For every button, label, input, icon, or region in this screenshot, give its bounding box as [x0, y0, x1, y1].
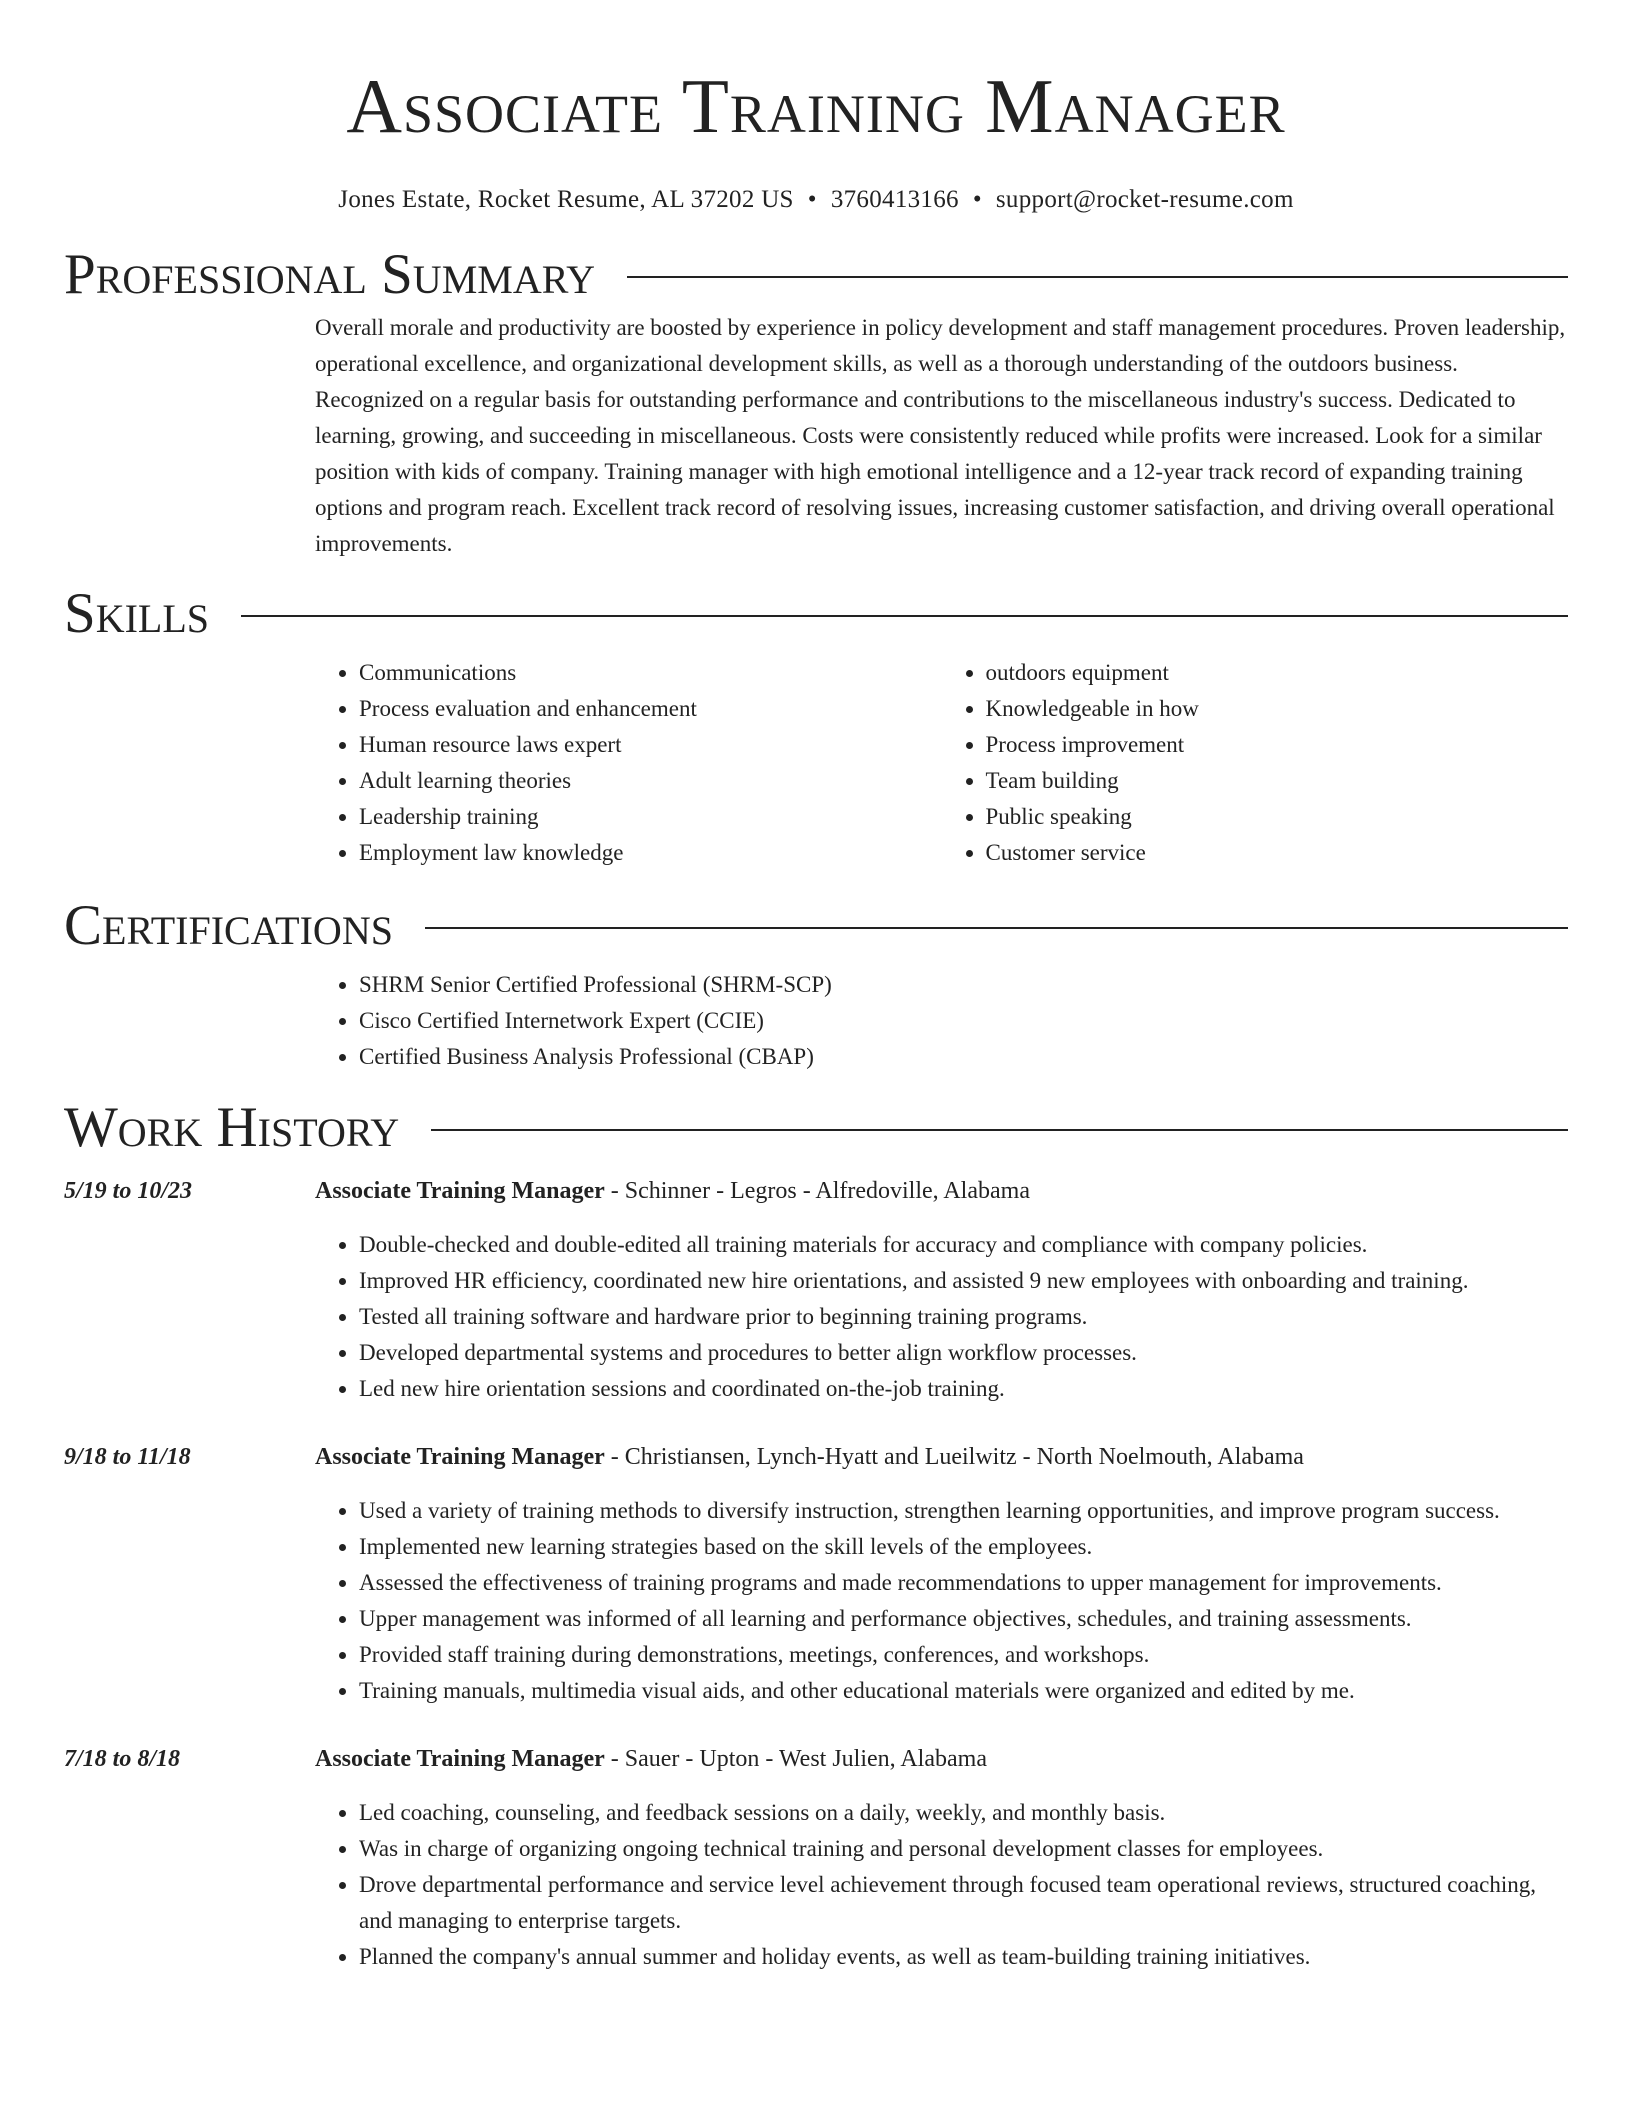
- job-bullets: [315, 1493, 1568, 1709]
- job-title-line: [315, 1439, 1304, 1475]
- summary-text: Overall morale and productivity are boosted by experience in policy development and staff management procedures. Proven leadership, operational excellence, and organizational development skills, as well as a thorough understanding of the outdoors business. Recognized on a regular basis for outstanding performance and contributions to the miscellaneous industry's success. Dedicated to learning, growing, and succeeding in miscellaneous. Costs were consistently reduced while profits were increased. Look for a similar position with kids of company. Training manager with high emotional intelligence and a 12-year track record of expanding training options and program reach. Excellent track record of resolving issues, increasing customer satisfaction, and driving overall operational improvements.: [315, 315, 1566, 556]
- contact-separator: •: [972, 186, 982, 213]
- contact-address: Jones Estate, Rocket Resume, AL 37202 US: [338, 186, 794, 213]
- job-bullet: • Improved HR efficiency, coordinated new hire orientations, and assisted 9 new employees with onboarding and training.: [359, 1263, 1568, 1299]
- job-bullet: • Double-checked and double-edited all training materials for accuracy and compliance with company policies.: [359, 1227, 1568, 1263]
- job-bullet: • Upper management was informed of all learning and performance objectives, schedules, and training assessments.: [359, 1601, 1568, 1637]
- job-title: Associate Training Manager: [315, 1444, 605, 1470]
- summary-heading: Professional Summary: [64, 243, 596, 306]
- skill-item: • Process evaluation and enhancement: [359, 691, 942, 727]
- job-bullet: • Used a variety of training methods to diversify instruction, strengthen learning opportunities, and improve program success.: [359, 1493, 1568, 1529]
- job-employer: - Schinner - Legros - Alfredoville, Alabama: [604, 1178, 1030, 1204]
- job-bullet: • Assessed the effectiveness of training programs and made recommendations to upper management for improvements.: [359, 1565, 1568, 1601]
- job-bullet: • Was in charge of organizing ongoing technical training and personal development classes for employees.: [359, 1831, 1568, 1867]
- skill-item: • Public speaking: [986, 799, 1569, 835]
- skills-section-header: [64, 581, 1568, 647]
- certifications-list: [315, 967, 1568, 1075]
- skills-list: [315, 655, 1568, 871]
- skill-item: • Process improvement: [986, 727, 1569, 763]
- job-bullets: [315, 1795, 1568, 1975]
- job-bullet: • Planned the company's annual summer and holiday events, as well as team-building training initiatives.: [359, 1939, 1568, 1975]
- job-entry: [64, 1741, 1568, 1777]
- section-divider: [431, 1129, 1568, 1131]
- job-bullet: • Tested all training software and hardware prior to beginning training programs.: [359, 1299, 1568, 1335]
- skills-column-left: [315, 655, 942, 871]
- job-entry: [64, 1173, 1568, 1209]
- job-title: Associate Training Manager: [315, 1178, 605, 1204]
- skill-item: • Customer service: [986, 835, 1569, 871]
- resume-page: [64, 0, 1568, 1975]
- job-bullet: • Led new hire orientation sessions and coordinated on-the-job training.: [359, 1371, 1568, 1407]
- job-entry: [64, 1439, 1568, 1475]
- job-bullet: • Provided staff training during demonstrations, meetings, conferences, and workshops.: [359, 1637, 1568, 1673]
- job-bullet: • Implemented new learning strategies based on the skill levels of the employees.: [359, 1529, 1568, 1565]
- certification-item: • Cisco Certified Internetwork Expert (CCIE): [359, 1003, 1568, 1039]
- contact-phone: 3760413166: [830, 186, 959, 213]
- skill-item: • Knowledgeable in how: [986, 691, 1569, 727]
- summary-body: [315, 310, 1568, 562]
- section-divider: [241, 615, 1568, 617]
- section-divider: [627, 276, 1568, 278]
- section-divider: [425, 927, 1568, 929]
- job-employer: - Christiansen, Lynch-Hyatt and Lueilwitz - North Noelmouth, Alabama: [604, 1444, 1304, 1470]
- job-dates: 7/18 to 8/18: [64, 1746, 181, 1772]
- contact-email: support@rocket-resume.com: [995, 186, 1294, 213]
- job-bullet: • Developed departmental systems and procedures to better align workflow processes.: [359, 1335, 1568, 1371]
- certification-item: • Certified Business Analysis Professional (CBAP): [359, 1039, 1568, 1075]
- certification-item: • SHRM Senior Certified Professional (SHRM-SCP): [359, 967, 1568, 1003]
- certifications-heading: Certifications: [64, 894, 393, 957]
- skill-item: • Human resource laws expert: [359, 727, 942, 763]
- summary-section-header: [64, 242, 1568, 308]
- skill-item: • Team building: [986, 763, 1569, 799]
- candidate-name: Associate Training Manager: [346, 63, 1286, 149]
- skill-item: • Adult learning theories: [359, 763, 942, 799]
- job-employer: - Sauer - Upton - West Julien, Alabama: [604, 1746, 987, 1772]
- skills-heading: Skills: [64, 582, 210, 645]
- job-dates: 9/18 to 11/18: [64, 1444, 191, 1470]
- job-bullet: • Led coaching, counseling, and feedback sessions on a daily, weekly, and monthly basis.: [359, 1795, 1568, 1831]
- skills-column-right: [942, 655, 1569, 871]
- contact-line: [64, 184, 1568, 216]
- job-title-line: [315, 1741, 987, 1777]
- work-history-heading: Work History: [64, 1096, 400, 1159]
- job-bullets: [315, 1227, 1568, 1407]
- certifications-section-header: [64, 893, 1568, 959]
- job-dates: 5/19 to 10/23: [64, 1178, 193, 1204]
- skill-item: • Leadership training: [359, 799, 942, 835]
- contact-separator: •: [807, 186, 817, 213]
- job-title-line: [315, 1173, 1030, 1209]
- skill-item: • Employment law knowledge: [359, 835, 942, 871]
- skill-item: • outdoors equipment: [986, 655, 1569, 691]
- skill-item: • Communications: [359, 655, 942, 691]
- job-bullet: • Training manuals, multimedia visual aids, and other educational materials were organized and edited by me.: [359, 1673, 1568, 1709]
- job-bullet: • Drove departmental performance and service level achievement through focused team operational reviews, structured coaching, and managing to enterprise targets.: [359, 1867, 1568, 1939]
- job-title: Associate Training Manager: [315, 1746, 605, 1772]
- work-history-section-header: [64, 1095, 1568, 1161]
